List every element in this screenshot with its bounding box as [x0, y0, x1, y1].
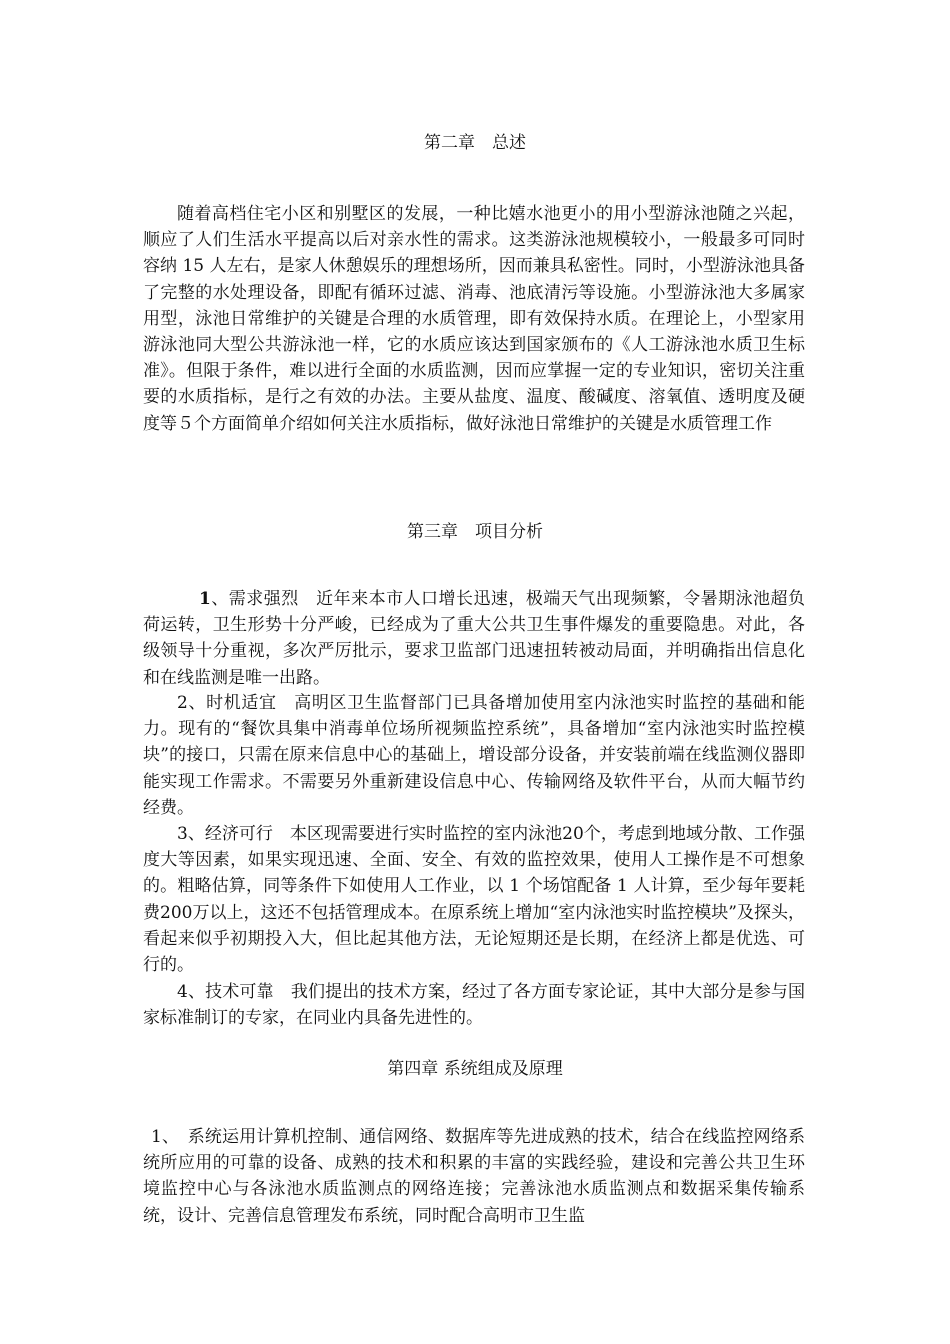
chapter-3-title: 第三章 项目分析: [407, 522, 543, 542]
chapter-3-item-3: 3、经济可行 本区现需要进行实时监控的室内泳池20个，考虑到地域分散、工作强度大等因素，如果实现迅速、全面、安全、有效的监控效果，使用人工操作是不可想象的。粗略估算，同等条件下如使用人工作业，以 1 个场馆配备 1 人计算，至少每年要耗费200万以上，这还不包括管理成本。在原系统上增加“室内泳池实时监控模块”及探头，看起来似乎初期投入大，但比起其他方法，无论短期还是长期，在经济上都是优选、可行的。: [143, 824, 805, 976]
chapter-3-item-1: [143, 586, 805, 691]
chapter-2-paragraph: 随着高档住宅小区和别墅区的发展，一种比嬉水池更小的用小型游泳池随之兴起，顺应了人们生活水平提高以后对亲水性的需求。这类游泳池规模较小，一般最多可同时容纳 15 人左右，是家人休憩娱乐的理想场所，因而兼具私密性。同时，小型游泳池具备了完整的水处理设备，即配有循环过滤、消毒、池底清污等设施。小型游泳池大多属家用型，泳池日常维护的关键是合理的水质管理，即有效保持水质。在理论上，小型家用游泳池同大型公共游泳池一样，它的水质应该达到国家颁布的《人工游泳池水质卫生标准》。但限于条件，难以进行全面的水质监测，因而应掌握一定的专业知识，密切关注重要的水质指标，是行之有效的办法。主要从盐度、温度、酸碱度、溶氧值、透明度及硬度等５个方面简单介绍如何关注水质指标，做好泳池日常维护的关键是水质管理工作: [143, 204, 805, 434]
chapter-3-item-2: 2、时机适宜 高明区卫生监督部门已具备增加使用室内泳池实时监控的基础和能力。现有的“餐饮具集中消毒单位场所视频监控系统”，具备增加“室内泳池实时监控模块”的接口，只需在原来信息中心的基础上，增设部分设备，并安装前端在线监测仪器即能实现工作需求。不需要另外重新建设信息中心、传输网络及软件平台，从而大幅节约经费。: [143, 693, 805, 818]
chapter-2-title: 第二章 总述: [424, 133, 526, 153]
chapter-3-item-4: 4、技术可靠 我们提出的技术方案，经过了各方面专家论证，其中大部分是参与国家标准制订的专家，在同业内具备先进性的。: [143, 982, 805, 1029]
chapter-4-item-1: 1、 系统运用计算机控制、通信网络、数据库等先进成熟的技术，结合在线监控网络系统所应用的可靠的设备、成熟的技术和积累的丰富的实践经验，建设和完善公共卫生环境监控中心与各泳池水质监测点的网络连接；完善泳池水质监测点和数据采集传输系统，设计、完善信息管理发布系统，同时配合高明市卫生监: [143, 1127, 805, 1226]
chapter-4-title: 第四章 系统组成及原理: [387, 1059, 563, 1079]
item-1-number: 1: [199, 589, 211, 609]
item-1-text: 、需求强烈 近年来本市人口增长迅速，极端天气出现频繁，令暑期泳池超负荷运转，卫生形势十分严峻，已经成为了重大公共卫生事件爆发的重要隐患。对此，各级领导十分重视，多次严厉批示，要求卫监部门迅速扭转被动局面，并明确指出信息化和在线监测是唯一出路。: [143, 589, 805, 688]
